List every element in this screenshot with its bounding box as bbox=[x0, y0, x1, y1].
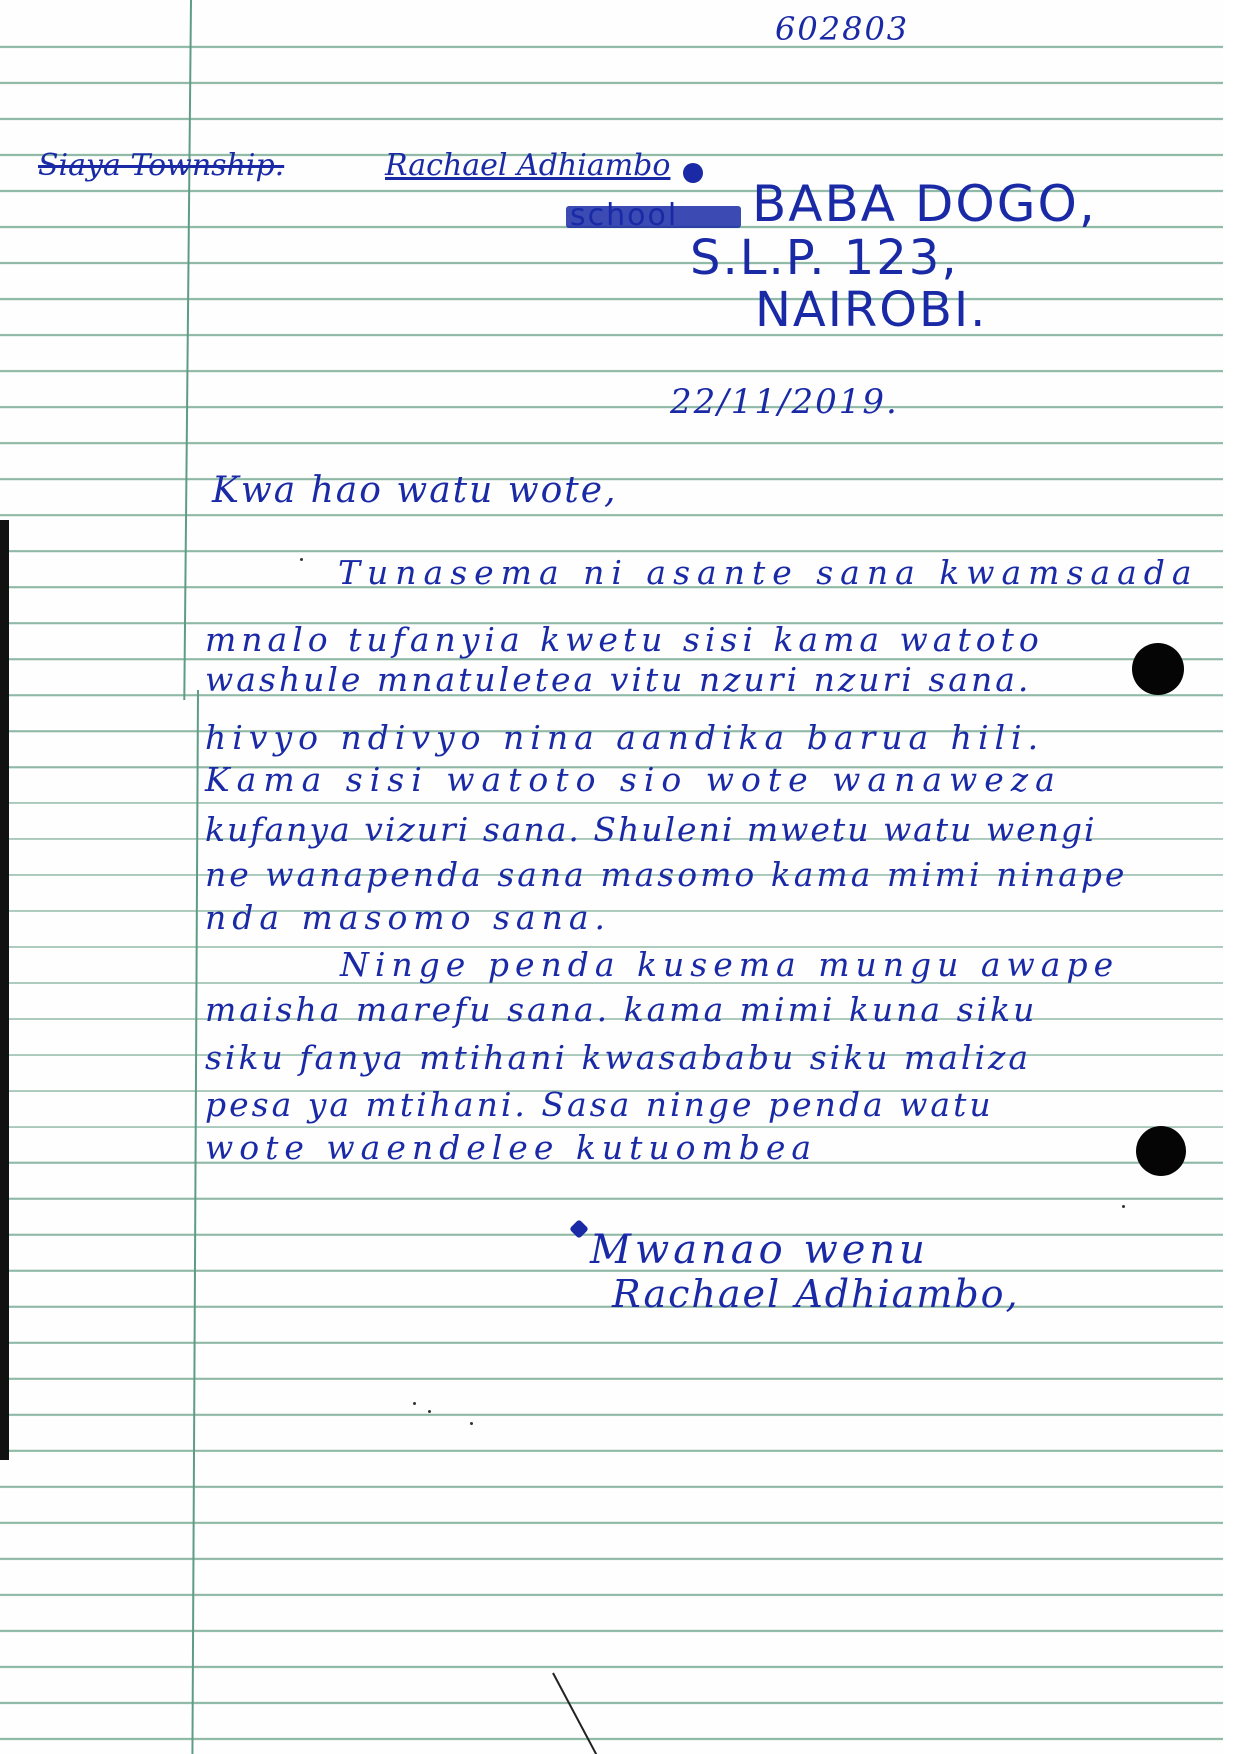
ink-blot bbox=[683, 163, 703, 183]
body-line: mnalo tufanyia kwetu sisi kama watoto bbox=[205, 620, 1044, 659]
scan-scratch bbox=[552, 1673, 605, 1754]
address-line-2: S.L.P. 123, bbox=[690, 230, 959, 286]
scan-speck bbox=[1122, 1205, 1125, 1208]
body-line: siku fanya mtihani kwasababu siku maliza bbox=[205, 1038, 1032, 1077]
body-line: pesa ya mtihani. Sasa ninge penda watu bbox=[205, 1085, 994, 1124]
header-location: Siaya Township. bbox=[38, 148, 285, 183]
address-line-3: NAIROBI. bbox=[755, 282, 988, 338]
punch-hole bbox=[1136, 1126, 1186, 1176]
ink-mark bbox=[569, 1219, 589, 1239]
body-line: washule mnatuletea vitu nzuri nzuri sana. bbox=[205, 660, 1032, 699]
closing-line: Mwanao wenu bbox=[590, 1227, 929, 1273]
header-sender-name: Rachael Adhiambo bbox=[385, 148, 671, 183]
body-line: maisha marefu sana. kama mimi kuna siku bbox=[205, 990, 1038, 1029]
body-line: Tunasema ni asante sana kwamsaada bbox=[338, 553, 1199, 592]
body-line: ne wanapenda sana masomo kama mimi ninape bbox=[205, 855, 1128, 894]
scribble-out-mark bbox=[566, 206, 741, 228]
punch-hole bbox=[1132, 643, 1184, 695]
body-line: kufanya vizuri sana. Shuleni mwetu watu wengi bbox=[205, 810, 1097, 849]
salutation: Kwa hao watu wote, bbox=[212, 470, 618, 511]
address-struck-word bbox=[570, 198, 678, 233]
scan-speck bbox=[413, 1402, 416, 1405]
signature: Rachael Adhiambo, bbox=[612, 1272, 1020, 1316]
scan-right-border bbox=[1223, 0, 1241, 1754]
document-id-number: 602803 bbox=[775, 10, 910, 48]
margin-line bbox=[183, 0, 192, 700]
body-line: Ninge penda kusema mungu awape bbox=[340, 945, 1120, 984]
letter-date: 22/11/2019. bbox=[670, 382, 899, 422]
margin-line-lower bbox=[191, 690, 199, 1754]
body-line: nda masomo sana. bbox=[205, 898, 611, 937]
body-line: hivyo ndivyo nina aandika barua hili. bbox=[205, 718, 1045, 757]
body-line: wote waendelee kutuombea bbox=[205, 1128, 818, 1167]
scan-speck bbox=[470, 1422, 473, 1425]
scan-speck bbox=[428, 1410, 431, 1413]
scan-speck bbox=[300, 558, 303, 561]
body-line: Kama sisi watoto sio wote wanaweza bbox=[205, 760, 1062, 799]
address-line-1: BABA DOGO, bbox=[752, 175, 1097, 233]
scan-left-edge-shadow bbox=[0, 520, 9, 1460]
